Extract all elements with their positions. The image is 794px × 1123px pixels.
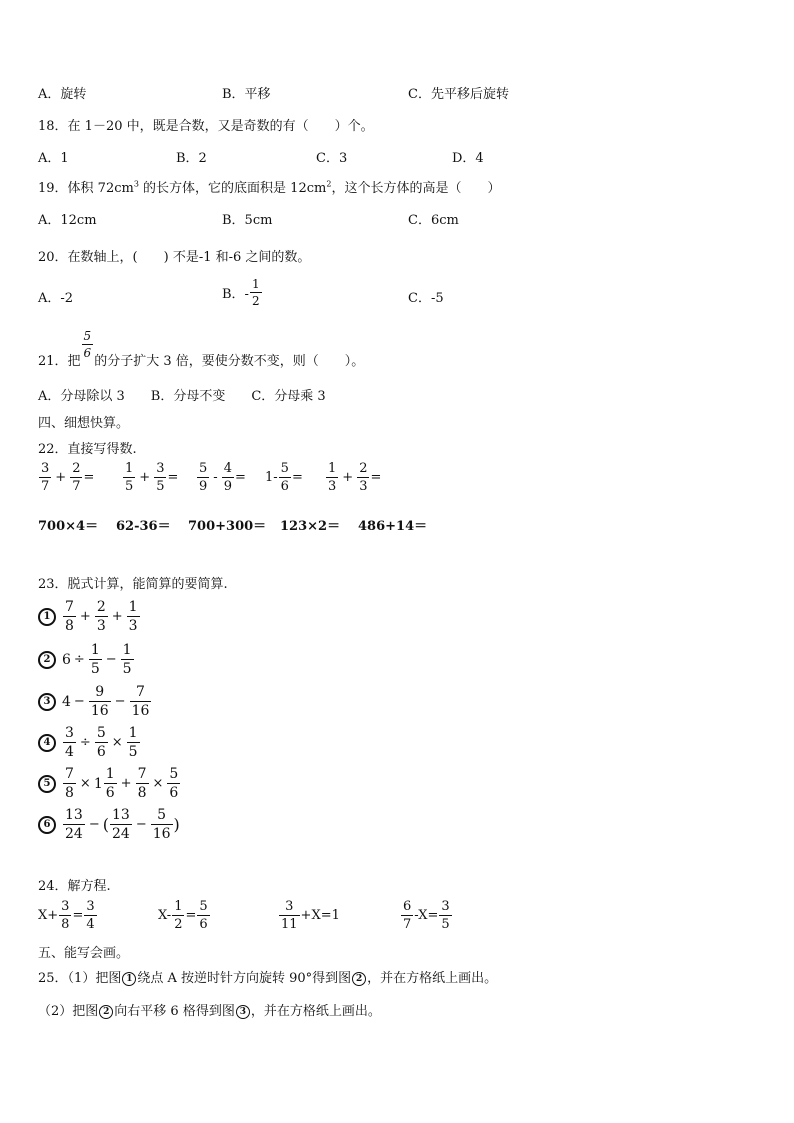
circle-number-3: 3 (38, 693, 56, 711)
q21-options: A．分母除以 3 B．分母不变 C．分母乘 3 (38, 389, 326, 404)
q22-int-4: 123×2＝ (280, 519, 341, 534)
q22-int-1: 700×4＝ (38, 519, 99, 534)
q18-option-c: C．3 (316, 151, 348, 166)
q19-option-a: A．12cm (38, 213, 97, 228)
q17-option-a: A．旋转 (38, 87, 87, 102)
q22-int-2: 62-36＝ (116, 519, 171, 534)
q23-expr-2: 2 6 ÷ $\frac{1}{5}$ − $\frac{1}{5}$ (38, 643, 135, 676)
circle-number-2: 2 (38, 651, 56, 669)
circle-figure-2b: 2 (99, 1005, 113, 1019)
q23-stem: 23．脱式计算，能简算的要简算. (38, 577, 228, 592)
q20-stem: 20．在数轴上，( ) 不是-1 和-6 之间的数。 (38, 250, 311, 265)
q24-eq-4: $\frac{6}{7}$ -X= $\frac{3}{5}$ (403, 899, 450, 932)
q19-stem: 19．体积 $72cm^3$ 的长方体，它的底面积是 $12cm^2$，这个长方体的高是（ ） (38, 179, 501, 196)
q22-frac-3: $\frac{5}{9}$ - $\frac{4}{9}$ = (199, 461, 246, 494)
q22-stem: 22．直接写得数. (38, 442, 137, 457)
q19-option-b: B．5cm (222, 213, 273, 228)
q20-option-c: C．-5 (408, 291, 444, 306)
circle-number-1: 1 (38, 608, 56, 626)
section5-heading: 五、能写会画。 (38, 946, 130, 961)
q18-option-b: B．2 (176, 151, 207, 166)
circle-number-5: 5 (38, 775, 56, 793)
circle-number-4: 4 (38, 734, 56, 752)
q22-frac-1: $\frac{3}{7}$ + $\frac{2}{7}$ = (41, 461, 95, 494)
q22-int-5: 486+14＝ (358, 519, 428, 534)
section4-heading: 四、细想快算。 (38, 416, 130, 431)
q24-eq-2: X- $\frac{1}{2}$ = $\frac{5}{6}$ (158, 899, 208, 932)
q17-option-c: C．先平移后旋转 (408, 87, 509, 102)
q20-option-a: A．-2 (38, 291, 74, 306)
circle-figure-2: 2 (352, 972, 366, 986)
q23-expr-3: 3 4 − $\frac{9}{16}$ − $\frac{7}{16}$ (38, 685, 152, 718)
circle-number-6: 6 (38, 816, 56, 834)
q18-option-d: D．4 (452, 151, 484, 166)
q25-part1: 25．（1）把图 1 绕点 A 按逆时针方向旋转 90°得到图 2 ，并在方格纸上画出。 (38, 971, 498, 986)
q25-part2: （2）把图 2 向右平移 6 格得到图 3 ，并在方格纸上画出。 (38, 1004, 381, 1019)
q22-frac-2: $\frac{1}{5}$ + $\frac{3}{5}$ = (125, 461, 179, 494)
circle-figure-1: 1 (122, 972, 136, 986)
q24-eq-1: X+ $\frac{3}{8}$ = $\frac{3}{4}$ (38, 899, 95, 932)
q20-option-b: B．- $\frac{1}{2}$ (222, 277, 260, 308)
q24-stem: 24．解方程. (38, 879, 111, 894)
q22-int-3: 700+300＝ (188, 519, 267, 534)
q18-stem: 18．在 1－20 中，既是合数，又是奇数的有（ ）个。 (38, 119, 374, 134)
q23-expr-1: 1 $\frac{7}{8}$ + $\frac{2}{3}$ + $\frac{1}{3}$ (38, 600, 141, 633)
q23-expr-4: 4 $\frac{3}{4}$ ÷ $\frac{5}{6}$ × $\frac{1}{5}$ (38, 726, 141, 759)
q19-option-c: C．6cm (408, 213, 459, 228)
q23-expr-5: 5 $\frac{7}{8}$ × 1 $\frac{1}{6}$ + $\frac{7}{8}$ × $\frac{5}{6}$ (38, 767, 181, 800)
q21-stem: 21．把 $\frac{5}{6}$ 的分子扩大 3 倍，要使分数不变，则（ ）。 (38, 329, 365, 369)
q22-frac-5: $\frac{1}{3}$ + $\frac{2}{3}$ = (328, 461, 382, 494)
q17-option-b: B．平移 (222, 87, 271, 102)
circle-figure-3: 3 (236, 1005, 250, 1019)
q23-expr-6: 6 $\frac{13}{24}$ − ( $\frac{13}{24}$ − $\frac{5}{16}$ ) (38, 808, 180, 841)
q24-eq-3: $\frac{3}{11}$ +X=1 (281, 899, 340, 932)
q22-frac-4: 1- $\frac{5}{6}$ = (265, 461, 303, 494)
q18-option-a: A．1 (38, 151, 69, 166)
